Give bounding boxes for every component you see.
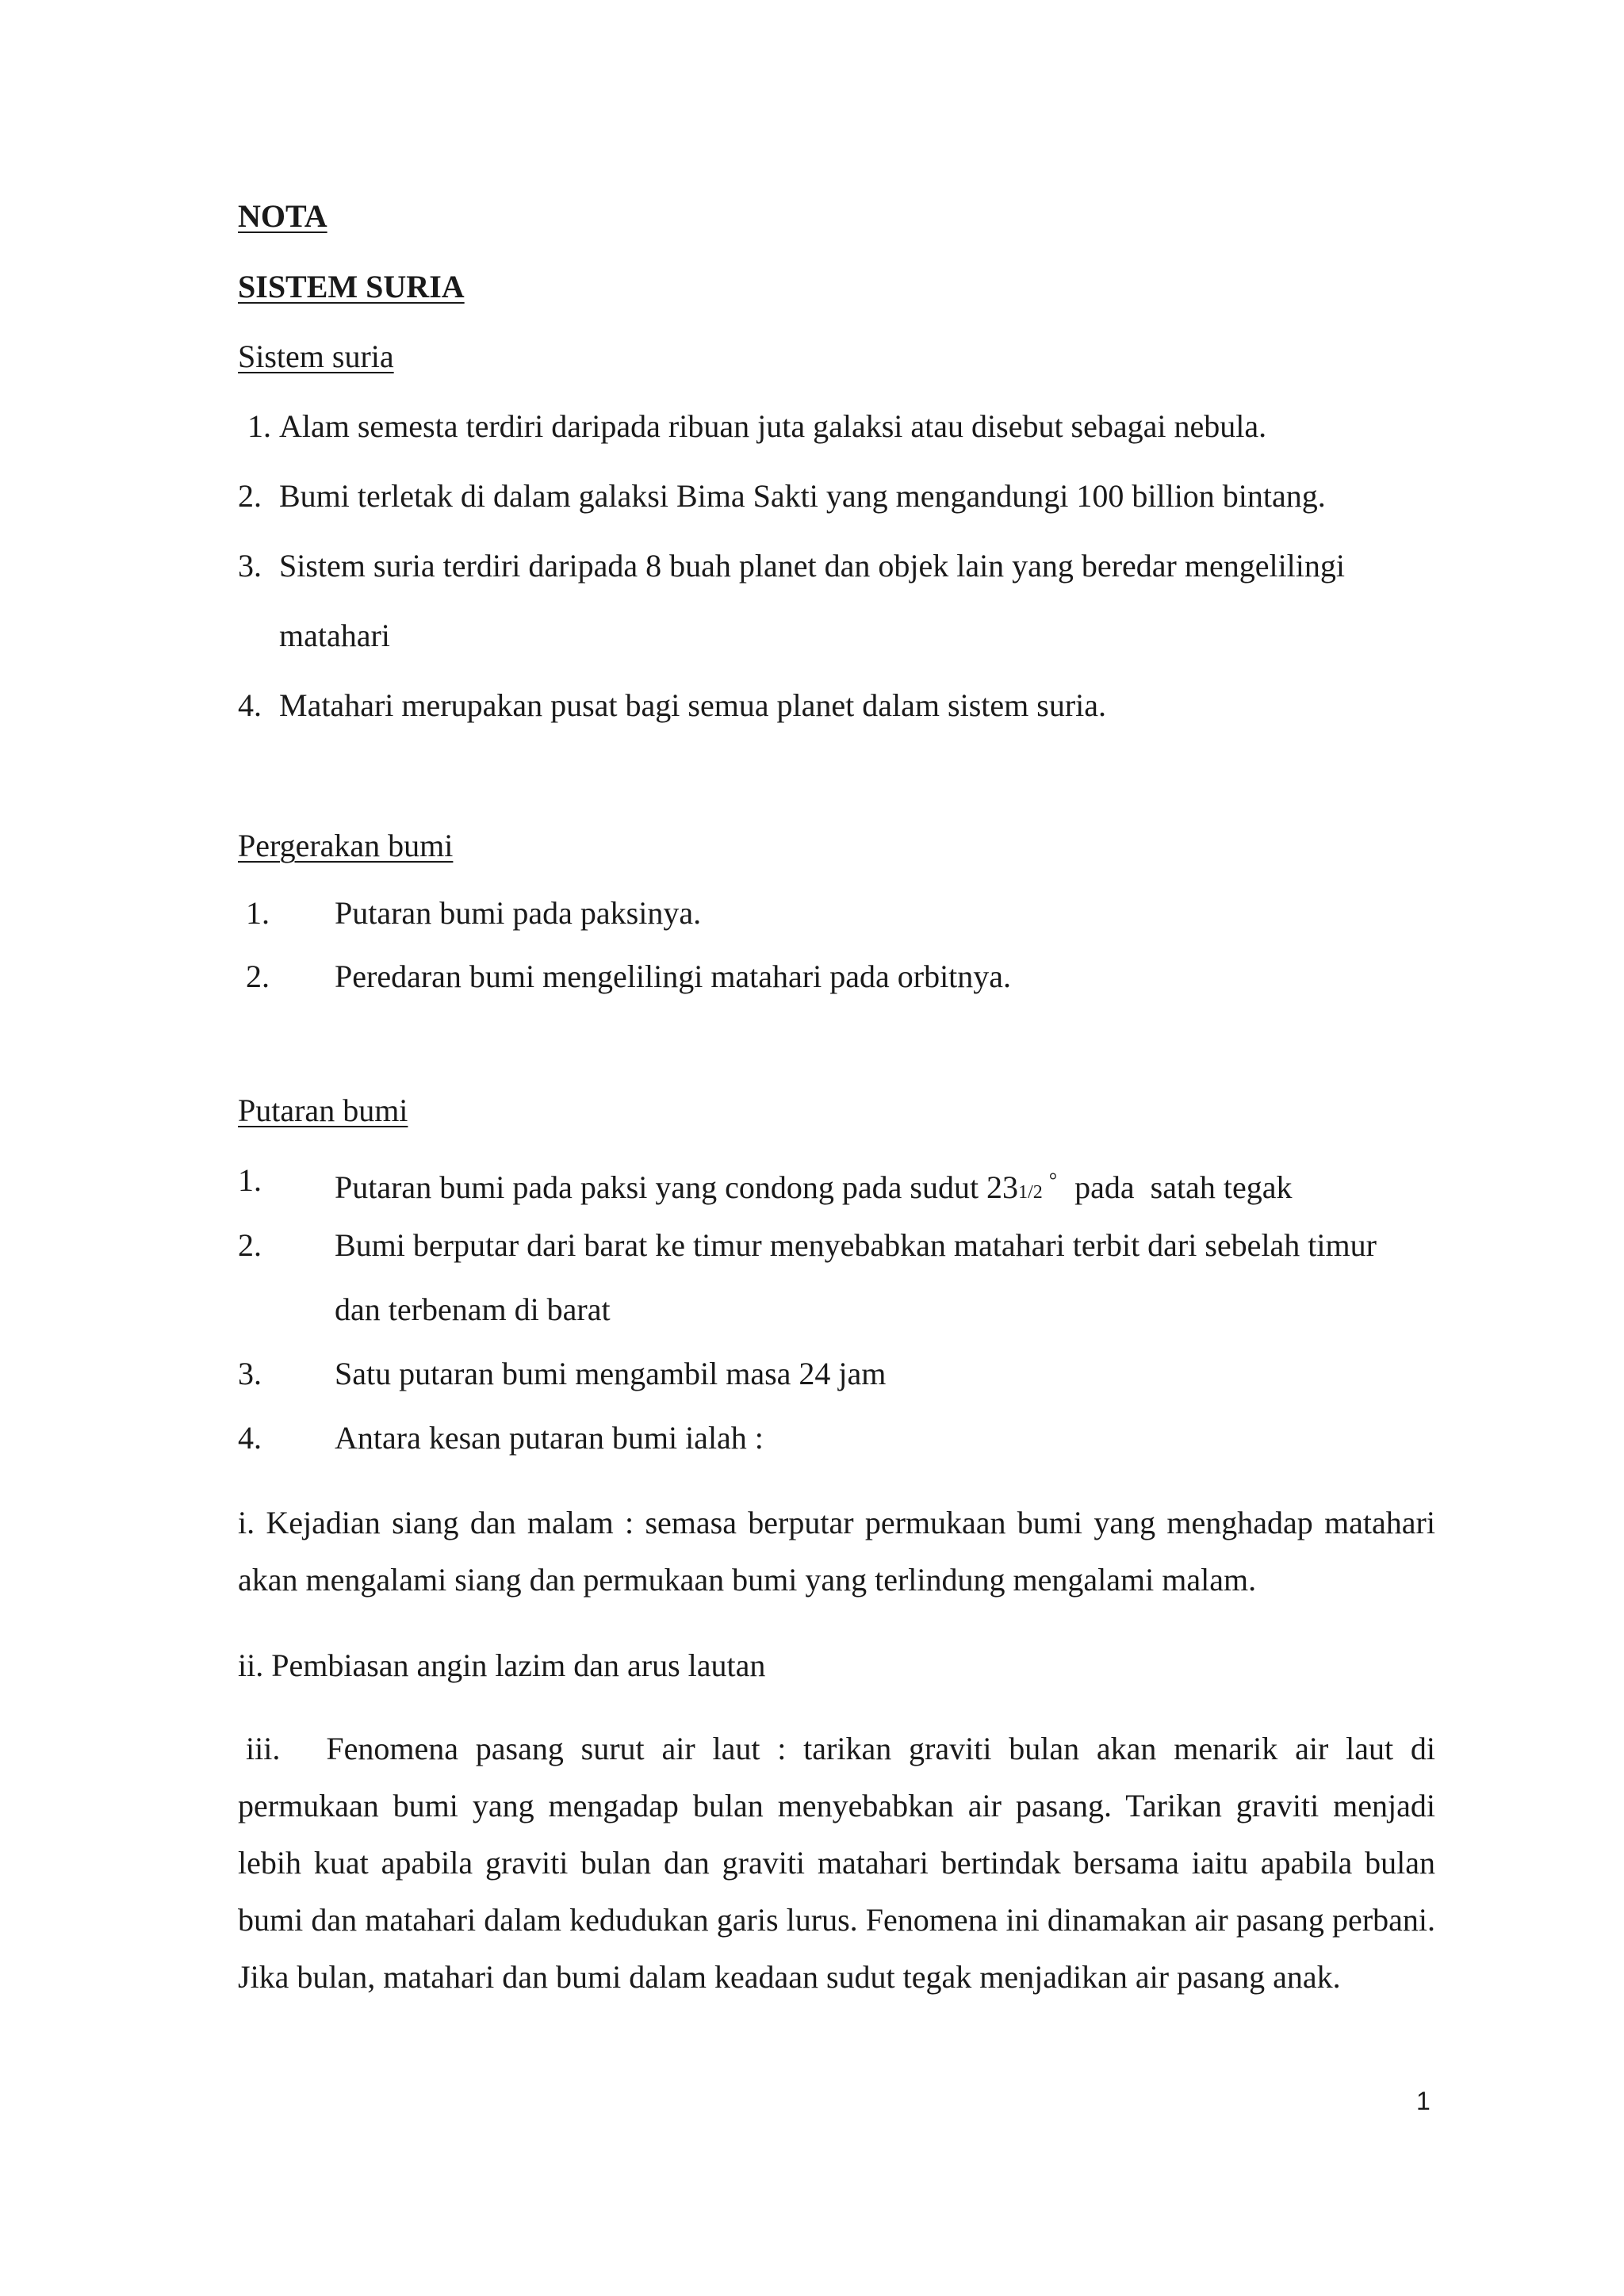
section-heading-sistem-suria: Sistem suria: [238, 339, 394, 374]
fraction: 1/2: [1018, 1182, 1043, 1203]
page-number: 1: [1416, 2087, 1431, 2115]
paragraph-iii: [238, 1720, 1435, 2006]
paragraph-iii-number: iii.: [246, 1731, 281, 1766]
list-text: Sistem suria terdiri daripada 8 buah planet dan objek lain yang beredar mengelilingi: [279, 548, 1346, 584]
list-number: 1.: [238, 1162, 262, 1198]
list-number: 1.: [247, 408, 271, 444]
list-number: 1.: [246, 895, 270, 931]
list-number: 4.: [238, 687, 262, 723]
list-text: Antara kesan putaran bumi ialah :: [335, 1420, 764, 1456]
list-number: 2.: [238, 1227, 262, 1263]
paragraph-ii: ii. Pembiasan angin lazim dan arus lautan: [238, 1647, 766, 1683]
list-text-part: Putaran bumi pada paksi yang condong pada sudut 23: [335, 1169, 1019, 1205]
list-text: Bumi terletak di dalam galaksi Bima Sakti yang mengandungi 100 billion bintang.: [279, 478, 1326, 514]
list-text: Peredaran bumi mengelilingi matahari pada orbitnya.: [335, 959, 1012, 994]
list-text: Bumi berputar dari barat ke timur menyebabkan matahari terbit dari sebelah timur: [335, 1227, 1377, 1263]
section-heading-pergerakan-bumi: Pergerakan bumi: [238, 828, 454, 863]
list-text: Putaran bumi pada paksinya.: [335, 895, 702, 931]
list-text: [335, 1161, 1292, 1212]
list-number: 3.: [238, 548, 262, 584]
degree-symbol: °: [1048, 1169, 1058, 1192]
list-text: Satu putaran bumi mengambil masa 24 jam: [335, 1356, 887, 1391]
section-heading-putaran-bumi: Putaran bumi: [238, 1093, 408, 1128]
list-text: Matahari merupakan pusat bagi semua planet dalam sistem suria.: [279, 687, 1107, 723]
paragraph-iii-text: Fenomena pasang surut air laut : tarikan graviti bulan akan menarik air laut di permukaan bumi yang mengadap bulan menyebabkan air pasang. Tarikan graviti menjadi lebih kuat apabila graviti bulan dan graviti matahari bertindak bersama iaitu apabila bulan bumi dan matahari dalam kedudukan garis lurus. Fenomena ini dinamakan air pasang perbani. Jika bulan, matahari dan bumi dalam keadaan sudut tegak menjadikan air pasang anak.: [238, 1731, 1435, 1995]
list-number: 3.: [238, 1356, 262, 1391]
list-text: dan terbenam di barat: [335, 1292, 611, 1327]
paragraph-i: i. Kejadian siang dan malam : semasa berputar permukaan bumi yang menghadap matahari akan mengalami siang dan permukaan bumi yang terlindung mengalami malam.: [238, 1505, 1435, 1598]
list-number: 2.: [238, 478, 262, 514]
list-text-part: pada satah tegak: [1074, 1169, 1293, 1205]
list-number: 4.: [238, 1420, 262, 1456]
doc-subtitle: SISTEM SURIA: [238, 269, 465, 304]
list-text: matahari: [279, 618, 390, 653]
list-number: 2.: [246, 959, 270, 994]
list-text: Alam semesta terdiri daripada ribuan juta galaksi atau disebut sebagai nebula.: [279, 408, 1267, 444]
doc-title: NOTA: [238, 198, 327, 234]
